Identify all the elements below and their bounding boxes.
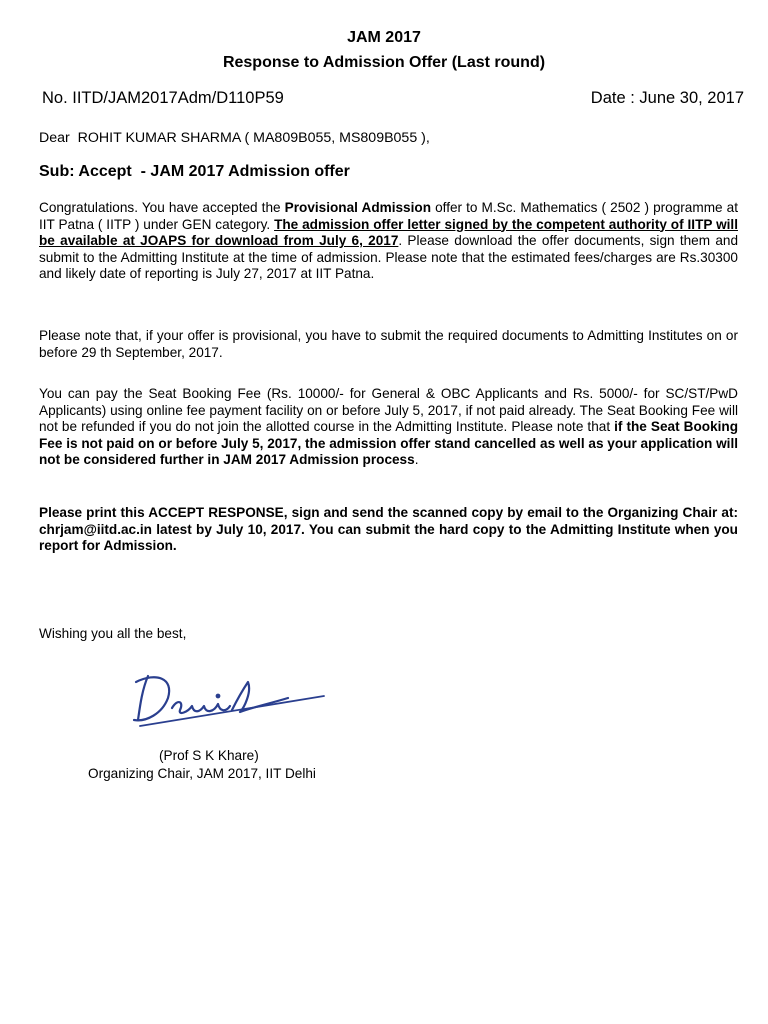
- signature-image: [128, 668, 328, 730]
- paragraph-text: offer to M.Sc. Mathematics ( 2502 ) programme at IIT Patna ( IITP ) under GEN category.: [39, 200, 738, 232]
- paragraph-print-instructions: Please print this ACCEPT RESPONSE, sign and send the scanned copy by email to the Organizing Chair at: chrjam@iitd.ac.in latest by July 10, 2017. You can submit the hard copy to the Admitting Institute when you report for Admission.: [39, 505, 738, 553]
- paragraph-text: You can pay the Seat Booking Fee (Rs. 10000/- for General & OBC Applicants and Rs. 5000/- for SC/ST/PwD Applicants) using online fee payment facility on or before July 5, 2017, if not paid already. The Seat Booking Fee will not be refunded if you do not join the allotted course in the Admitting Institute. Please note that: [39, 386, 738, 434]
- signatory-name: (Prof S K Khare): [159, 748, 259, 763]
- paragraph-acceptance: [39, 200, 738, 283]
- reference-number: No. IITD/JAM2017Adm/D110P59: [42, 89, 284, 107]
- document-title: JAM 2017: [347, 29, 421, 46]
- subject-line: Sub: Accept - JAM 2017 Admission offer: [39, 163, 350, 180]
- paragraph-text: .: [414, 452, 419, 467]
- paragraph-seat-booking-fee: [39, 386, 738, 469]
- cancellation-warning: if the Seat Booking Fee is not paid on or before July 5, 2017, the admission offer stand cancelled as well as your application will not be considered further in JAM 2017 Admission process: [39, 419, 739, 467]
- paragraph-documents: Please note that, if your offer is provisional, you have to submit the required documents to Admitting Institutes on or before 29 th September, 2017.: [39, 328, 738, 360]
- document-subtitle: Response to Admission Offer (Last round): [222, 54, 546, 71]
- paragraph-text: . Please download the offer documents, sign them and submit to the Admitting Institute at the time of admission. Please note that the estimated fees/charges are Rs.30300 and likely date of reporting is July 27, 2017 at IIT Patna.: [39, 233, 739, 281]
- provisional-admission-emphasis: Provisional Admission: [284, 200, 432, 215]
- salutation: Dear ROHIT KUMAR SHARMA ( MA809B055, MS809B055 ),: [39, 130, 430, 146]
- closing-line: Wishing you all the best,: [39, 626, 187, 641]
- signatory-designation: Organizing Chair, JAM 2017, IIT Delhi: [88, 766, 316, 781]
- letter-date: Date : June 30, 2017: [590, 89, 744, 107]
- offer-letter-notice: The admission offer letter signed by the competent authority of IITP will be available at JOAPS for download from July 6, 2017: [39, 216, 738, 248]
- paragraph-text: Congratulations. You have accepted the: [39, 200, 285, 215]
